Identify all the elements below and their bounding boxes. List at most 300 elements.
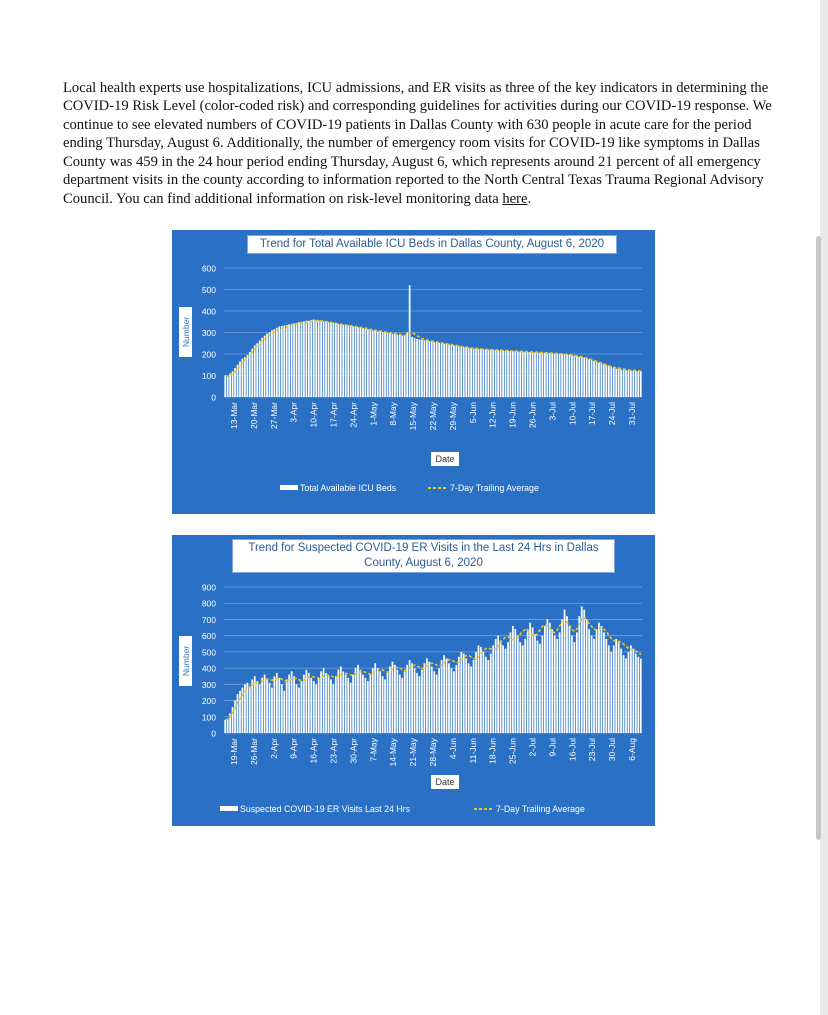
- bar: [396, 670, 398, 733]
- bar: [323, 668, 325, 733]
- bar: [406, 333, 408, 398]
- bar: [266, 679, 268, 733]
- bar: [475, 652, 477, 733]
- bar: [384, 333, 386, 398]
- y-tick-label: 600: [201, 631, 216, 642]
- bar: [497, 350, 499, 397]
- bar: [549, 353, 551, 397]
- x-tick-label: 23-Apr: [328, 738, 339, 764]
- bar: [387, 673, 389, 733]
- bar: [315, 684, 317, 733]
- x-tick-label: 17-Jul: [587, 402, 598, 426]
- bar: [463, 654, 465, 733]
- bar: [581, 357, 583, 397]
- bar: [539, 644, 541, 733]
- bar: [443, 655, 445, 733]
- bar: [534, 352, 536, 397]
- bar: [360, 670, 362, 733]
- bar: [480, 647, 482, 733]
- bar: [478, 349, 480, 397]
- bar: [475, 349, 477, 397]
- bar: [396, 335, 398, 397]
- x-tick-label: 24-Apr: [348, 402, 359, 428]
- bar: [586, 619, 588, 733]
- bar: [384, 679, 386, 733]
- bar: [333, 323, 335, 397]
- bar: [598, 363, 600, 397]
- bar: [608, 366, 610, 397]
- bar: [328, 676, 330, 733]
- x-tick-label: 25-Jun: [507, 738, 518, 764]
- bar: [598, 623, 600, 733]
- y-tick-label: 0: [211, 728, 216, 739]
- y-tick-label: 900: [201, 582, 216, 593]
- bar: [414, 668, 416, 733]
- bar: [325, 673, 327, 733]
- bar: [293, 676, 295, 733]
- bar: [347, 678, 349, 733]
- bar: [416, 673, 418, 733]
- y-tick-label: 100: [201, 712, 216, 723]
- bar: [333, 684, 335, 733]
- here-link[interactable]: here: [502, 190, 528, 207]
- bar: [264, 675, 266, 733]
- x-tick-label: 7-May: [368, 738, 379, 762]
- bar: [308, 321, 310, 397]
- bar: [628, 370, 630, 397]
- bar: [419, 676, 421, 733]
- bar: [485, 657, 487, 733]
- bar: [610, 652, 612, 733]
- bar: [640, 659, 642, 733]
- bar: [323, 321, 325, 397]
- bar: [448, 345, 450, 397]
- x-tick-label: 13-Mar: [229, 402, 239, 429]
- bar: [542, 636, 544, 733]
- bar: [527, 629, 529, 733]
- bar: [426, 341, 428, 397]
- bar: [490, 350, 492, 397]
- bar: [630, 371, 632, 397]
- bar: [502, 351, 504, 397]
- bar: [266, 334, 268, 397]
- bar: [227, 718, 229, 733]
- bar: [625, 658, 627, 733]
- bar: [355, 668, 357, 733]
- bar: [374, 663, 376, 733]
- bar: [569, 355, 571, 397]
- bar: [237, 365, 239, 397]
- x-tick-label: 10-Jul: [567, 402, 578, 426]
- y-tick-label: 500: [201, 285, 216, 295]
- bar: [539, 353, 541, 397]
- bar: [337, 670, 339, 733]
- bar: [487, 350, 489, 397]
- bar: [546, 619, 548, 733]
- x-tick-label: 17-Apr: [328, 402, 339, 428]
- x-tick-label: 30-Jul: [607, 738, 618, 762]
- bar: [441, 343, 443, 397]
- x-tick-label: 30-Apr: [348, 738, 359, 764]
- x-tick-label: 5-Jun: [467, 402, 478, 424]
- bar: [256, 343, 258, 397]
- bar: [428, 341, 430, 397]
- bar: [350, 326, 352, 397]
- x-tick-label: 10-Apr: [308, 402, 319, 428]
- bar: [524, 352, 526, 397]
- bar: [374, 331, 376, 397]
- bar: [519, 351, 521, 397]
- x-tick-label: 14-May: [388, 738, 399, 767]
- bar: [451, 345, 453, 397]
- bar: [293, 323, 295, 397]
- bar: [379, 671, 381, 733]
- bar: [507, 351, 509, 397]
- bar: [342, 325, 344, 397]
- bar: [551, 353, 553, 397]
- bar: [441, 660, 443, 733]
- bar: [564, 354, 566, 397]
- bar: [271, 688, 273, 733]
- bar: [362, 675, 364, 733]
- x-tick-label: 3-Jul: [547, 402, 558, 421]
- x-tick-label: 20-Mar: [248, 402, 259, 429]
- bar: [583, 358, 585, 397]
- bar: [569, 626, 571, 733]
- bar: [261, 338, 263, 397]
- bar: [303, 675, 305, 733]
- bar: [500, 350, 502, 397]
- x-tick-label: 18-Jun: [487, 738, 498, 764]
- bar: [291, 324, 293, 397]
- bar: [224, 720, 226, 733]
- bar: [382, 332, 384, 397]
- bar: [392, 662, 394, 733]
- bar: [455, 346, 457, 397]
- bar: [502, 645, 504, 733]
- bar: [519, 642, 521, 733]
- bar: [352, 675, 354, 733]
- bar: [377, 668, 379, 733]
- bar: [495, 350, 497, 397]
- page-scrollbar[interactable]: [816, 236, 821, 840]
- bar: [278, 326, 280, 397]
- paragraph-end: .: [527, 190, 532, 207]
- bar: [271, 330, 273, 397]
- bar: [320, 321, 322, 397]
- bar: [556, 354, 558, 397]
- y-tick-label: 100: [201, 371, 216, 381]
- bar: [463, 347, 465, 397]
- bar: [593, 361, 595, 397]
- bar: [628, 652, 630, 733]
- bar: [283, 691, 285, 733]
- bar: [527, 352, 529, 397]
- bar: [578, 616, 580, 733]
- bar: [633, 371, 635, 397]
- bar: [251, 349, 253, 397]
- x-tick-label: 8-May: [388, 402, 399, 426]
- bar: [480, 349, 482, 397]
- bar: [276, 673, 278, 733]
- bar: [274, 676, 276, 733]
- bar: [453, 671, 455, 733]
- bar: [637, 657, 639, 733]
- bar: [379, 331, 381, 397]
- bar: [465, 348, 467, 397]
- bar: [414, 338, 416, 397]
- x-tick-label: 28-May: [428, 738, 438, 767]
- bar: [615, 639, 617, 733]
- bar: [524, 639, 526, 733]
- x-tick-label: 2-Jul: [527, 738, 538, 757]
- bar: [372, 668, 374, 733]
- bar: [406, 665, 408, 733]
- bar: [313, 320, 315, 397]
- bar: [310, 678, 312, 733]
- x-tick-label: 16-Jul: [567, 738, 578, 762]
- bar: [532, 352, 534, 397]
- bar: [296, 684, 298, 733]
- bar: [510, 632, 512, 733]
- bar: [288, 324, 290, 397]
- bar: [249, 686, 251, 733]
- er-visits-chart-svg: [172, 535, 655, 826]
- bar: [259, 341, 261, 397]
- bar: [556, 639, 558, 733]
- bar: [468, 663, 470, 733]
- bar: [401, 678, 403, 733]
- bar: [254, 676, 256, 733]
- bar: [239, 691, 241, 733]
- bar: [298, 688, 300, 733]
- bar: [424, 663, 426, 733]
- bar: [458, 657, 460, 733]
- bar: [278, 678, 280, 733]
- bar: [394, 665, 396, 733]
- bar: [399, 335, 401, 397]
- bar: [436, 342, 438, 397]
- bar: [431, 666, 433, 733]
- y-tick-label: 400: [201, 306, 216, 317]
- x-tick-label: 19-Mar: [229, 738, 239, 765]
- bar: [534, 634, 536, 733]
- bar: [473, 660, 475, 733]
- bar: [613, 645, 615, 733]
- bar: [546, 353, 548, 397]
- y-tick-label: 300: [201, 328, 216, 338]
- bar: [281, 684, 283, 733]
- bar: [372, 330, 374, 397]
- bar: [436, 675, 438, 733]
- bar: [419, 339, 421, 397]
- x-tick-label: 9-Apr: [288, 738, 299, 759]
- bar: [483, 652, 485, 733]
- bar: [315, 320, 317, 397]
- bar: [357, 327, 359, 397]
- bar: [318, 320, 320, 397]
- bar: [345, 675, 347, 733]
- bar: [487, 660, 489, 733]
- bar: [377, 331, 379, 397]
- bar: [583, 610, 585, 733]
- bar: [490, 654, 492, 733]
- bar: [251, 679, 253, 733]
- bar: [596, 629, 598, 733]
- x-tick-label: 19-Jun: [507, 402, 518, 428]
- bar: [281, 326, 283, 397]
- x-tick-label: 16-Apr: [308, 738, 319, 764]
- bar: [458, 346, 460, 397]
- bar: [404, 671, 406, 733]
- bar: [500, 641, 502, 733]
- bar: [623, 655, 625, 733]
- bar: [620, 649, 622, 733]
- bar: [337, 324, 339, 397]
- bar: [367, 329, 369, 397]
- icu-beds-chart-svg: [172, 230, 655, 514]
- bar: [561, 354, 563, 397]
- x-tick-label: 29-May: [447, 402, 458, 431]
- bar: [470, 666, 472, 733]
- bar: [269, 683, 271, 733]
- x-tick-label: 4-Jun: [447, 738, 458, 760]
- bar: [630, 645, 632, 733]
- bar: [623, 370, 625, 397]
- legend-label-average: 7-Day Trailing Average: [450, 483, 539, 493]
- bar: [588, 629, 590, 733]
- bar: [438, 343, 440, 397]
- bar: [470, 348, 472, 397]
- y-tick-label: 800: [201, 598, 216, 609]
- bar: [637, 371, 639, 397]
- x-tick-label: 11-Jun: [467, 738, 478, 764]
- bar: [409, 660, 411, 733]
- bar: [485, 349, 487, 397]
- bar: [301, 322, 303, 397]
- bar: [409, 285, 411, 397]
- bar: [340, 666, 342, 733]
- bar: [340, 324, 342, 397]
- paragraph-text: Local health experts use hospitalizations, ICU admissions, and ER visits as three of the key indicators in determining the COVID-19 Risk Level (color-coded risk) and corresponding guidelines for activities during our COVID-19 response. We continue to see elevated numbers of COVID-19 patients in Dallas County with 630 people in acute care for the period ending Thursday, August 6. Additionally, the number of emergency room visits for COVID-19 like symptoms in Dallas County was 459 in the 24 hour period ending Thursday, August 6, which represents around 21 percent of all emergency department visits in the county according to information reported to the North Central Texas Trauma Regional Advisory Council. You can find additional information on risk-level monitoring data: [63, 79, 772, 207]
- er-visits-chart: [172, 535, 655, 826]
- y-tick-label: 400: [201, 663, 216, 674]
- bar: [564, 610, 566, 733]
- bar: [591, 360, 593, 397]
- bar: [544, 353, 546, 397]
- y-tick-label: 300: [201, 679, 216, 690]
- legend-swatch-bars: [280, 485, 298, 490]
- bar: [382, 676, 384, 733]
- bar: [360, 328, 362, 397]
- bar: [566, 354, 568, 397]
- bar: [421, 670, 423, 733]
- bar: [389, 666, 391, 733]
- x-tick-label: 21-May: [408, 738, 419, 767]
- bar: [286, 679, 288, 733]
- legend-swatch-bars: [220, 806, 238, 811]
- x-tick-label: 26-Mar: [248, 738, 259, 765]
- bar: [387, 333, 389, 397]
- x-tick-label: 2-Apr: [268, 738, 279, 759]
- y-tick-label: 600: [201, 263, 216, 274]
- bar: [593, 639, 595, 733]
- x-tick-label: 27-Mar: [268, 402, 279, 429]
- bar: [401, 336, 403, 397]
- bar: [369, 675, 371, 733]
- bar: [601, 626, 603, 733]
- bar: [478, 645, 480, 733]
- bar: [578, 357, 580, 397]
- bar: [283, 326, 285, 397]
- bar: [473, 349, 475, 397]
- bar: [620, 369, 622, 397]
- bar: [274, 329, 276, 397]
- bar: [529, 352, 531, 397]
- bar: [237, 694, 239, 733]
- bar: [367, 681, 369, 733]
- er-chart-title: Trend for Suspected COVID-19 ER Visits in the Last 24 Hrs in Dallas County, August 6, 2020: [232, 539, 615, 573]
- bar: [566, 616, 568, 733]
- bar: [301, 681, 303, 733]
- bar: [298, 322, 300, 397]
- bar: [608, 645, 610, 733]
- bar: [350, 683, 352, 733]
- bar: [328, 322, 330, 397]
- icu-chart-title: Trend for Total Available ICU Beds in Dallas County, August 6, 2020: [247, 235, 617, 254]
- bar: [234, 701, 236, 733]
- x-tick-label: 23-Jul: [587, 738, 598, 762]
- bar: [318, 678, 320, 733]
- bar: [362, 328, 364, 397]
- bar: [426, 658, 428, 733]
- bar: [532, 628, 534, 733]
- x-tick-label: 9-Jul: [547, 738, 558, 757]
- bar: [581, 606, 583, 733]
- x-tick-label: 12-Jun: [487, 402, 498, 428]
- bar: [507, 642, 509, 733]
- bar: [306, 321, 308, 397]
- y-tick-label: 200: [201, 696, 216, 707]
- bar: [394, 334, 396, 397]
- bar: [308, 673, 310, 733]
- bar: [574, 356, 576, 397]
- bar: [335, 323, 337, 397]
- bar: [433, 342, 435, 397]
- bar: [232, 371, 234, 397]
- bar: [431, 342, 433, 397]
- bar: [288, 675, 290, 733]
- bar: [411, 663, 413, 733]
- bar: [522, 352, 524, 397]
- bar: [352, 326, 354, 397]
- bar: [522, 645, 524, 733]
- bar: [591, 636, 593, 733]
- y-tick-label: 200: [201, 349, 216, 360]
- bar: [460, 347, 462, 397]
- bar: [515, 629, 517, 733]
- bar: [259, 684, 261, 733]
- bar: [404, 336, 406, 397]
- y-axis-label: Number: [181, 316, 191, 348]
- bar: [515, 351, 517, 397]
- bar: [224, 376, 226, 398]
- bar: [603, 364, 605, 397]
- x-tick-label: 22-May: [428, 402, 438, 431]
- y-tick-label: 0: [211, 392, 216, 403]
- bar: [256, 681, 258, 733]
- y-axis-label: Number: [181, 645, 191, 677]
